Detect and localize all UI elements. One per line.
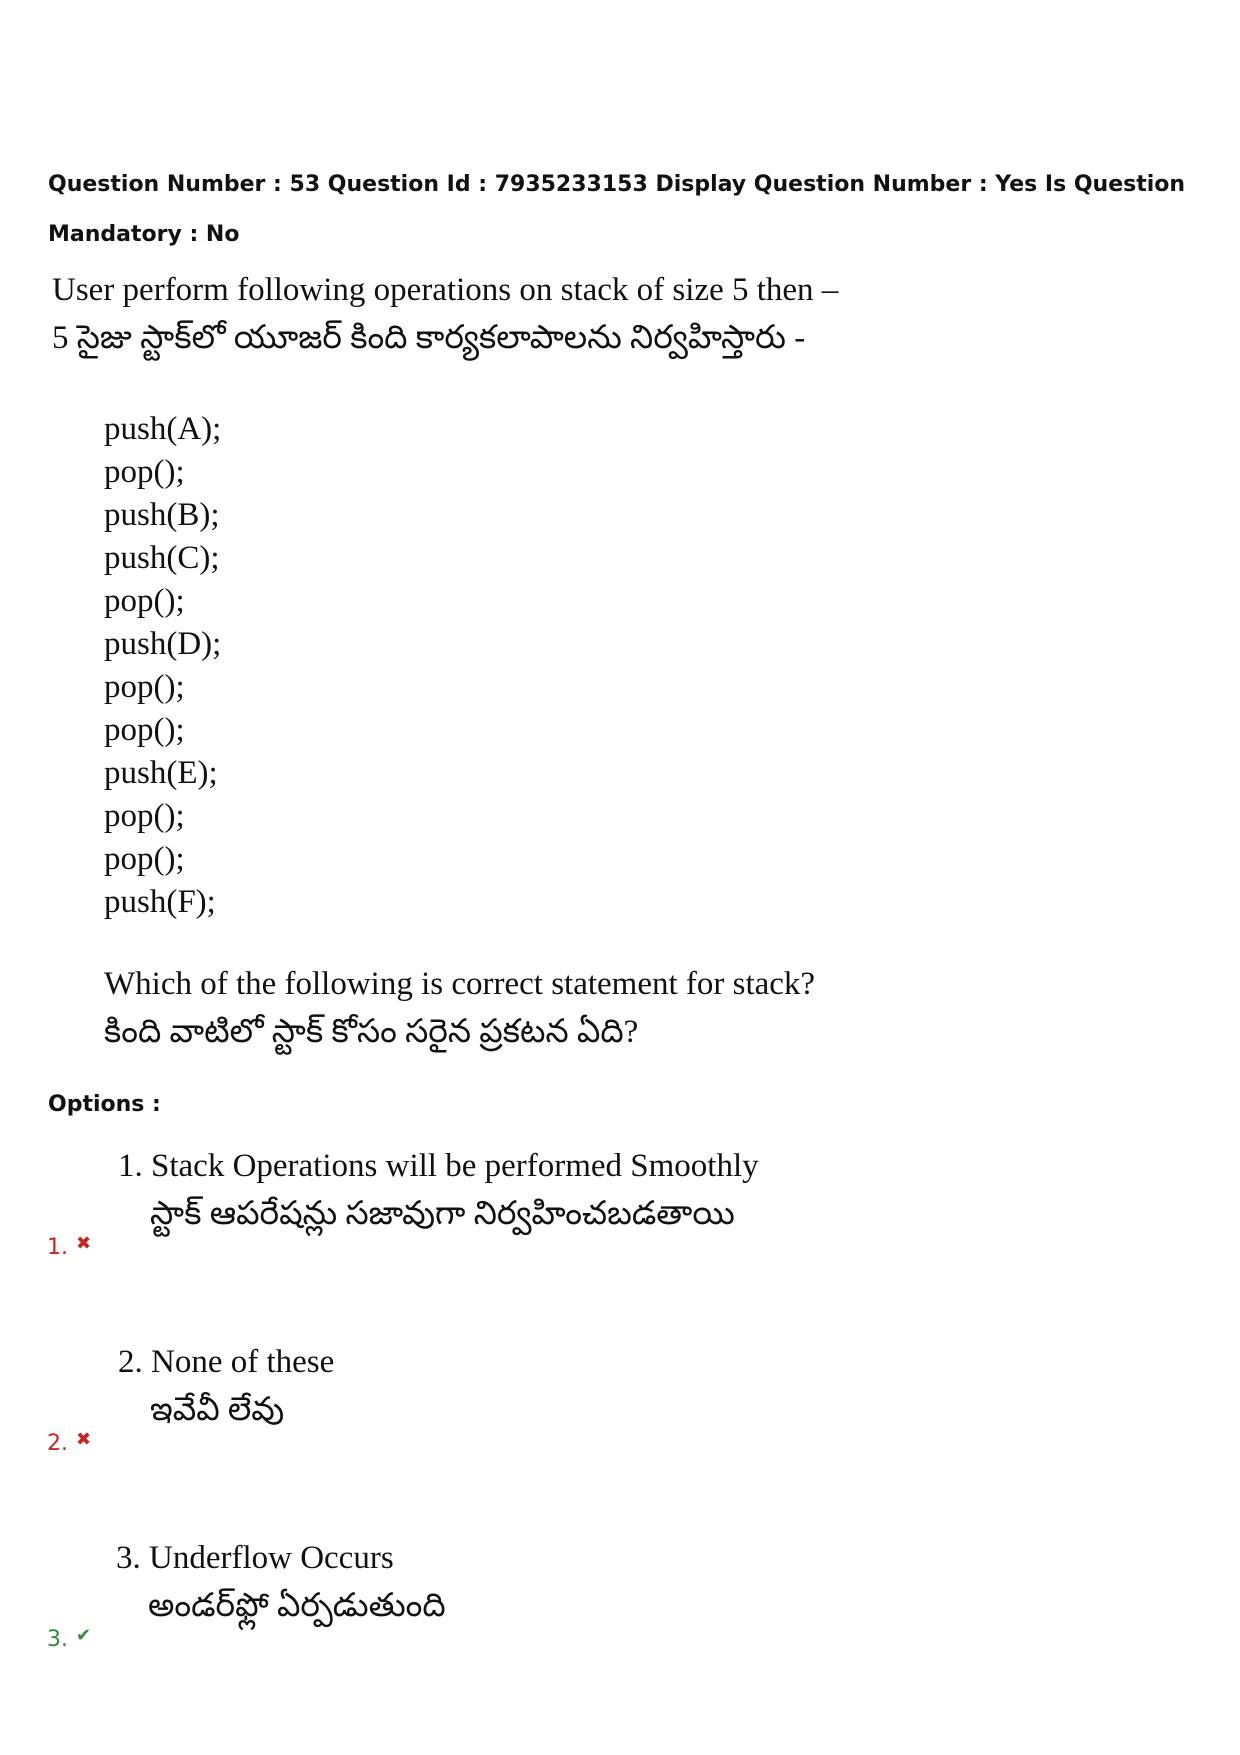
operation-line: pop(); <box>104 712 185 748</box>
intro-english: User perform following operations on stack of size 5 then – <box>52 272 839 308</box>
question-english: Which of the following is correct statement for stack? <box>104 966 816 1002</box>
option-1-english: 1. Stack Operations will be performed Smoothly <box>118 1148 759 1184</box>
question-meta-line-1: Question Number : 53 Question Id : 7935233153 Display Question Number : Yes Is Question <box>48 172 1186 197</box>
intro-telugu: 5 సైజు స్టాక్‌లో యూజర్ కింది కార్యకలాపాలను నిర్వహిస్తారు - <box>52 320 806 356</box>
stack-operations-list <box>104 408 221 924</box>
operation-line: pop(); <box>104 454 185 490</box>
question-meta-line-2: Mandatory : No <box>48 222 240 247</box>
option-1-telugu: స్టాక్ ఆపరేషన్లు సజావుగా నిర్వహించబడతాయి <box>150 1196 735 1232</box>
question-header <box>48 160 1198 260</box>
option-2-number: 2. <box>47 1431 68 1456</box>
operation-line: push(C); <box>104 540 220 576</box>
question-text <box>104 960 815 1056</box>
option-1-marker <box>47 1234 91 1262</box>
option-2-text <box>118 1338 334 1434</box>
option-1-text <box>118 1142 759 1238</box>
operation-line: pop(); <box>104 583 185 619</box>
option-1-number: 1. <box>47 1235 68 1260</box>
cross-icon: ✖ <box>76 1233 92 1254</box>
option-2-telugu: ఇవేవీ లేవు <box>150 1392 285 1428</box>
check-icon: ✔ <box>76 1625 92 1646</box>
question-telugu: కింది వాటిలో స్టాక్ కోసం సరైన ప్రకటన ఏది? <box>104 1014 639 1050</box>
options-label: Options : <box>48 1092 161 1117</box>
option-3-number: 3. <box>47 1627 68 1652</box>
operation-line: pop(); <box>104 669 185 705</box>
question-intro <box>52 266 838 362</box>
option-2-english: 2. None of these <box>118 1344 335 1380</box>
option-2-marker <box>47 1430 91 1458</box>
option-3-english: 3. Underflow Occurs <box>116 1540 394 1576</box>
option-3-marker <box>47 1626 91 1654</box>
operation-line: push(E); <box>104 755 218 791</box>
operation-line: push(D); <box>104 626 222 662</box>
operation-line: pop(); <box>104 798 185 834</box>
operation-line: push(A); <box>104 411 222 447</box>
operation-line: push(F); <box>104 884 216 920</box>
option-3-telugu: అండర్‌ఫ్లో ఏర్పడుతుంది <box>148 1588 446 1624</box>
cross-icon: ✖ <box>76 1429 92 1450</box>
option-3-text <box>116 1534 446 1630</box>
operation-line: push(B); <box>104 497 220 533</box>
operation-line: pop(); <box>104 841 185 877</box>
